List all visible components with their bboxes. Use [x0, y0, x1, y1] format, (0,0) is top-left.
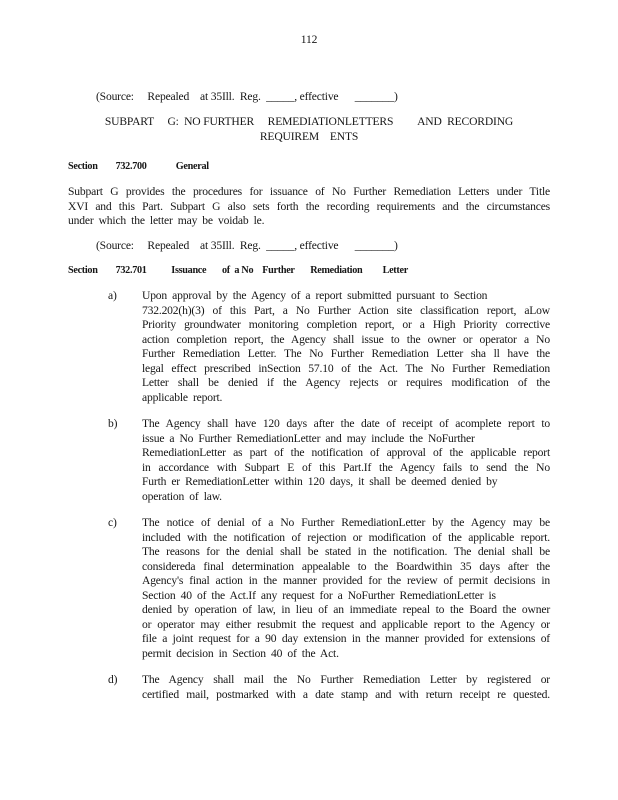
list-text-line: The Agency shall mail the No Further Remediation Letter by registered or: [142, 673, 550, 686]
heading-line: REQUIREM ENTS: [259, 129, 359, 143]
subpart-g-heading: [68, 115, 550, 144]
list-text-line: Agency's final action in the manner provided for the review of permit decisions in: [142, 574, 550, 587]
section-heading-text: Section 732.700 General: [68, 161, 209, 172]
heading-line: SUBPART G: NO FURTHER REMEDIATIONLETTERS AND RECORDING: [104, 115, 514, 128]
list-text-line: included with the notification of rejection or modification of the applicable report.: [142, 530, 550, 544]
list-item-text: [142, 289, 550, 405]
list-text-line: The Agency shall have 120 days after the date of receipt of acomplete report to: [142, 417, 550, 430]
list-text-line: The notice of denial of a No Further RemediationLetter by the Agency may be: [142, 516, 550, 529]
list-text-line: considereda final determination appealable to the Boardwithin 35 days after the: [142, 559, 550, 573]
page-number-text: 112: [300, 33, 318, 46]
list-text-line: applicable report.: [142, 390, 223, 404]
list-text-line: Further Remediation Letter. The No Further Remediation Letter sha ll have the: [142, 347, 550, 360]
list-text-line: legal effect prescribed inSection 57.10 of the Act. The No Further Remediation: [142, 361, 550, 375]
paragraph-line: under which the letter may be voidab le.: [68, 214, 265, 227]
list-item-c: [68, 516, 550, 661]
list-item-b: [68, 417, 550, 504]
list-text-line: operation of law.: [142, 489, 222, 503]
general-paragraph: [68, 185, 550, 229]
list-text-line: action completion report, the Agency shall issue to the owner or operator a No: [142, 332, 550, 346]
source-line-repealed-middle: [68, 239, 550, 254]
list-text-line: file a joint request for a 90 day extension in the manner provided for extensions of: [142, 632, 550, 645]
list-text-line: Priority groundwater monitoring completion report, or a High Priority corrective: [142, 318, 550, 331]
list-text-line: or operator may either resubmit the request and applicable report to the Agency or: [142, 617, 550, 631]
list-text-line: issue a No Further RemediationLetter and may include the NoFurther: [142, 431, 475, 445]
list-item-letter: a): [108, 289, 117, 302]
source-line-repealed-top: [68, 90, 550, 105]
list-item-d: [68, 673, 550, 702]
list-text-line: certified mail, postmarked with a date stamp and with return receipt re quested.: [142, 687, 550, 701]
paragraph-line: Subpart G provides the procedures for issuance of No Further Remediation Letters under Title: [68, 185, 550, 198]
list-item-letter: b): [108, 417, 118, 430]
section-heading-text: Section 732.701 Issuance of a No Further Remediation Letter: [68, 265, 408, 276]
list-text-line: Letter shall be denied if the Agency rejects or requires modification of the: [142, 376, 550, 389]
list-item-letter: c): [108, 516, 117, 529]
list-text-line: RemediationLetter as part of the notification of approval of the applicable report: [142, 446, 550, 459]
source-line-text: (Source: Repealed at 35Ill. Reg. _____, effective _______): [96, 238, 398, 252]
list-text-line: denied by operation of law, in lieu of an immediate repeal to the Board the owner: [142, 603, 550, 616]
list-text-line: Furth er RemediationLetter within 120 days, it shall be deemed denied by: [142, 475, 498, 488]
list-item-letter: d): [108, 673, 118, 686]
list-item-text: [142, 673, 550, 702]
list-text-line: Section 40 of the Act.If any request for a NoFurther RemediationLetter is: [142, 588, 496, 602]
list-text-line: Upon approval by the Agency of a report submitted pursuant to Section: [142, 289, 488, 302]
list-text-line: The reasons for the denial shall be stated in the notification. The denial shall be: [142, 545, 550, 558]
source-line-text: (Source: Repealed at 35Ill. Reg. _____, effective _______): [96, 89, 398, 103]
list-item-a: [68, 289, 550, 405]
list-text-line: 732.202(h)(3) of this Part, a No Further Action site classification report, aLow: [142, 303, 550, 317]
section-heading-732-701: [68, 264, 550, 277]
section-heading-732-700: [68, 160, 550, 173]
page-number: [68, 33, 550, 48]
list-text-line: in accordance with Subpart E of this Part.If the Agency fails to send the No: [142, 460, 550, 474]
list-text-line: permit decision in Section 40 of the Act.: [142, 646, 339, 660]
list-item-text: [142, 417, 550, 504]
paragraph-line: XVI and this Part. Subpart G also sets forth the recording requirements and the circumstances: [68, 199, 550, 213]
list-item-text: [142, 516, 550, 661]
